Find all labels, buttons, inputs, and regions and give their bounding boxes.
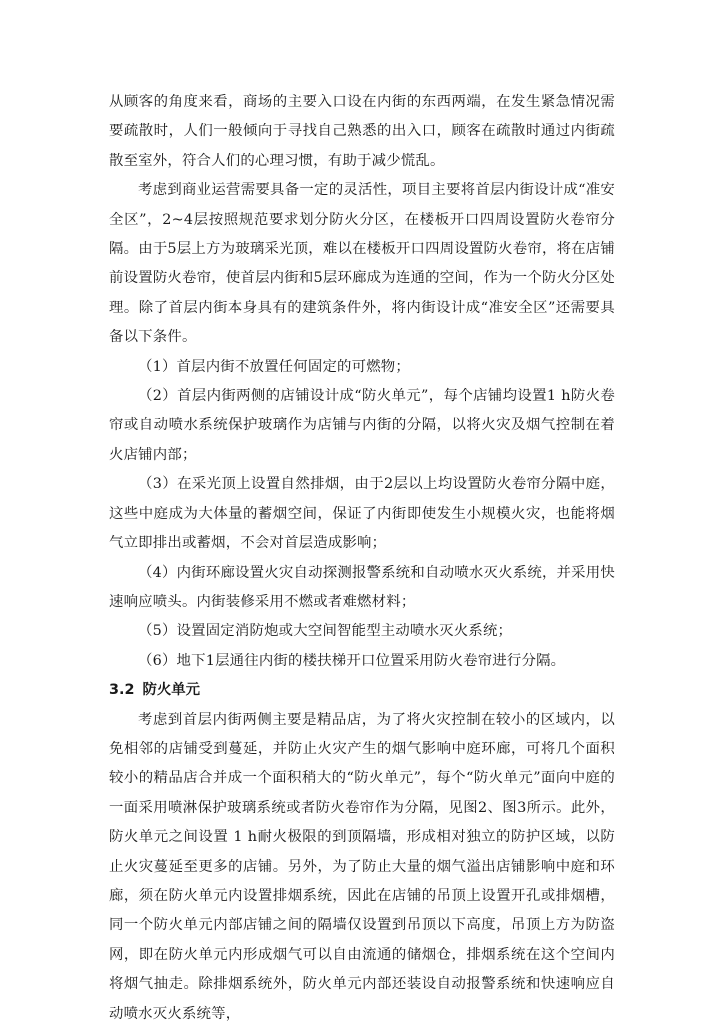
list-item: （4）内街环廊设置火灾自动探测报警系统和自动喷水灭火系统，并采用快速响应喷头。内街装修采用不燃或者难燃材料；: [109, 564, 615, 610]
section-number: 3.2: [109, 682, 135, 699]
section-title: 防火单元: [142, 682, 201, 699]
list-item: （1）首层内街不放置任何固定的可燃物；: [138, 358, 410, 375]
paragraph-safe-zone: 考虑到商业运营需要具备一定的灵活性，项目主要将首层内街设计成“准安全区”，2~4层按照规范要求划分防火分区，在楼板开口四周设置防火卷帘分隔。由于5层上方为玻璃采光顶，难以在楼板开口四周设置防火卷帘，将在店铺前设置防火卷帘，使首层内街和5层环廊成为连通的空间，作为一个防火分区处理。除了首层内街本身具有的建筑条件外，将内街设计成“准安全区”还需要具备以下条件。: [109, 182, 615, 346]
document-page: [109, 88, 615, 1029]
list-item: （6）地下1层通往内街的楼扶梯开口位置采用防火卷帘进行分隔。: [138, 652, 566, 669]
section-heading: [109, 676, 615, 705]
paragraph-fire-unit: 考虑到首层内街两侧主要是精品店，为了将火灾控制在较小的区域内，以免相邻的店铺受到蔓延，并防止火灾产生的烟气影响中庭环廊，可将几个面积较小的精品店合并成一个面积稍大的“防火单元”，每个“防火单元”面向中庭的一面采用喷淋保护玻璃系统或者防火卷帘作为分隔，见图2、图3所示。此外，防火单元之间设置 1 h耐火极限的到顶隔墙，形成相对独立的防护区域，以防止火灾蔓延至更多的店铺。另外，为了防止大量的烟气溢出店铺影响中庭和环廊，须在防火单元内设置排烟系统，因此在店铺的吊顶上设置开孔或排烟槽，同一个防火单元内部店铺之间的隔墙仅设置到吊顶以下高度，吊顶上方为防盗网，即在防火单元内形成烟气可以自由流通的储烟仓，排烟系统在这个空间内将烟气抽走。除排烟系统外，防火单元内部还装设自动报警系统和快速响应自动喷水灭火系统等，: [109, 711, 615, 1022]
list-item: （2）首层内街两侧的店铺设计成“防火单元”，每个店铺均设置1 h防火卷帘或自动喷水系统保护玻璃作为店铺与内街的分隔，以将火灾及烟气控制在着火店铺内部；: [109, 388, 615, 463]
paragraph-evacuation: 从顾客的角度来看，商场的主要入口设在内街的东西两端，在发生紧急情况需要疏散时，人们一般倾向于寻找自己熟悉的出入口，顾客在疏散时通过内街疏散至室外，符合人们的心理习惯，有助于减少慌乱。: [109, 94, 615, 169]
list-item: （5）设置固定消防炮或大空间智能型主动喷水灭火系统；: [138, 623, 513, 640]
list-item: （3）在采光顶上设置自然排烟，由于2层以上均设置防火卷帘分隔中庭，这些中庭成为大体量的蓄烟空间，保证了内街即使发生小规模火灾，也能将烟气立即排出或蓄烟，不会对首层造成影响；: [109, 476, 615, 552]
